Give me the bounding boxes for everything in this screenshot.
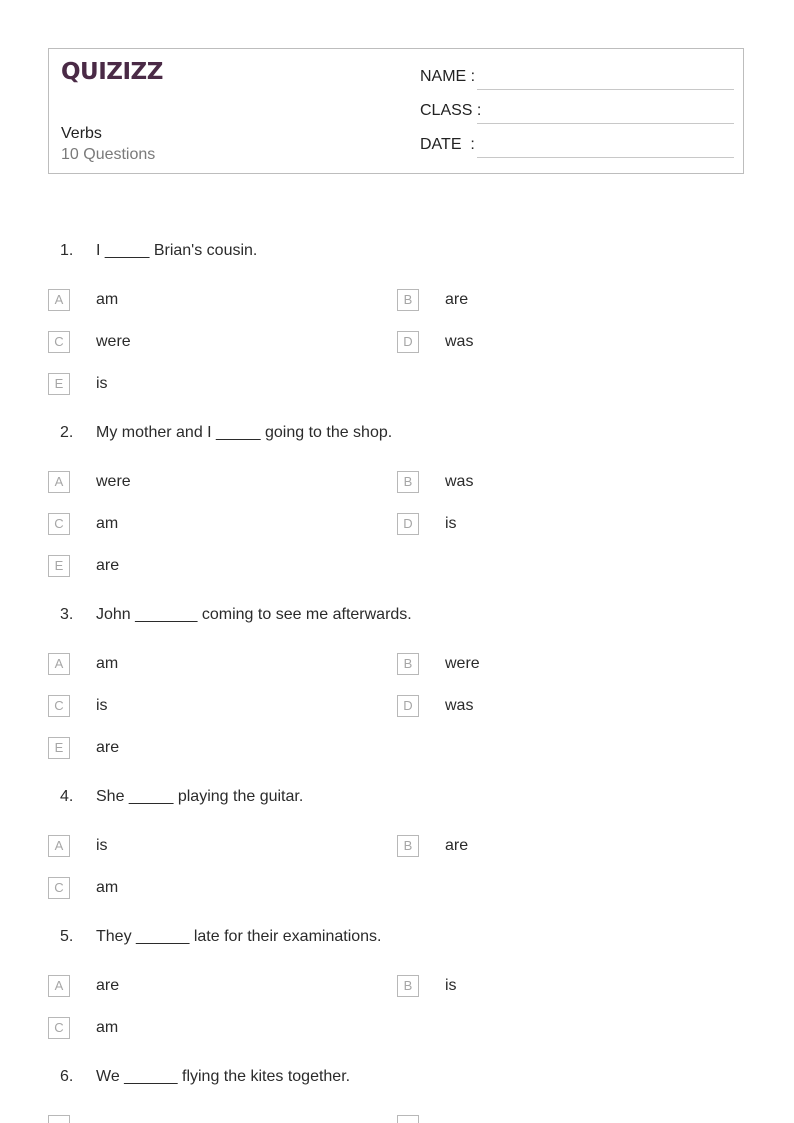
date-field[interactable] <box>420 136 734 158</box>
option-text: am <box>96 879 119 896</box>
option-letter-box[interactable]: E <box>48 737 70 759</box>
option-text: were <box>96 333 131 350</box>
option-c[interactable] <box>48 331 348 355</box>
question-number: 4. <box>60 788 74 805</box>
option-text: were <box>96 473 131 490</box>
option-letter-box[interactable]: E <box>48 555 70 577</box>
option-letter-box[interactable]: D <box>397 331 419 353</box>
question-number: 2. <box>60 424 74 441</box>
option-e[interactable] <box>48 373 348 397</box>
option-letter-box[interactable]: B <box>397 835 419 857</box>
quizizz-logo: QUIZIZZ <box>61 59 163 85</box>
option-e[interactable] <box>48 737 348 761</box>
option-text: is <box>445 515 457 532</box>
worksheet-title: Verbs <box>61 125 102 142</box>
option-letter-box[interactable]: C <box>48 513 70 535</box>
option-text: is <box>96 697 108 714</box>
option-text: am <box>96 291 119 308</box>
option-text: is <box>445 977 457 994</box>
option-b-partial[interactable] <box>397 1115 697 1123</box>
option-letter-box[interactable]: B <box>397 975 419 997</box>
option-letter-box[interactable]: B <box>397 289 419 311</box>
option-a[interactable] <box>48 653 348 677</box>
option-text: are <box>96 557 120 574</box>
option-a[interactable] <box>48 975 348 999</box>
option-letter-box[interactable]: D <box>397 695 419 717</box>
option-e[interactable] <box>48 555 348 579</box>
option-a[interactable] <box>48 471 348 495</box>
question-number: 5. <box>60 928 74 945</box>
option-b[interactable] <box>397 471 697 495</box>
option-letter-box[interactable]: C <box>48 331 70 353</box>
name-line[interactable] <box>477 89 734 90</box>
option-c[interactable] <box>48 513 348 537</box>
option-text: is <box>96 837 108 854</box>
option-c[interactable] <box>48 877 348 901</box>
option-text: is <box>96 375 108 392</box>
option-b[interactable] <box>397 975 697 999</box>
class-label: CLASS : <box>420 102 482 119</box>
name-label: NAME : <box>420 68 476 85</box>
option-text: are <box>445 291 469 308</box>
question-number: 1. <box>60 242 74 259</box>
option-text: are <box>445 837 469 854</box>
option-a-partial[interactable] <box>48 1115 348 1123</box>
option-letter-box[interactable]: E <box>48 373 70 395</box>
question-count: 10 Questions <box>61 146 156 163</box>
option-letter-box[interactable]: D <box>397 513 419 535</box>
option-text: am <box>96 655 119 672</box>
date-label: DATE : <box>420 136 475 153</box>
option-letter-box[interactable]: A <box>48 835 70 857</box>
question-text: My mother and I _____ going to the shop. <box>96 424 393 441</box>
option-a[interactable] <box>48 289 348 313</box>
option-letter-box[interactable]: C <box>48 1017 70 1039</box>
question-text: John _______ coming to see me afterwards. <box>96 606 412 623</box>
option-letter-box[interactable]: A <box>48 653 70 675</box>
option-letter-box[interactable]: C <box>48 695 70 717</box>
option-c[interactable] <box>48 695 348 719</box>
date-line[interactable] <box>477 157 734 158</box>
option-text: are <box>96 977 120 994</box>
question-text: She _____ playing the guitar. <box>96 788 304 805</box>
option-text: are <box>96 739 120 756</box>
question-number: 3. <box>60 606 74 623</box>
option-letter-box[interactable]: B <box>397 471 419 493</box>
option-text: was <box>445 333 474 350</box>
option-a[interactable] <box>48 835 348 859</box>
question-text: They ______ late for their examinations. <box>96 928 382 945</box>
class-field[interactable] <box>420 102 734 124</box>
option-letter-box[interactable]: A <box>48 471 70 493</box>
worksheet-header <box>48 48 744 174</box>
option-text: was <box>445 697 474 714</box>
option-text: am <box>96 515 119 532</box>
option-c[interactable] <box>48 1017 348 1041</box>
option-b[interactable] <box>397 835 697 859</box>
question-text: We ______ flying the kites together. <box>96 1068 351 1085</box>
option-letter-box[interactable]: A <box>48 975 70 997</box>
option-letter-box[interactable] <box>48 1115 70 1123</box>
option-b[interactable] <box>397 653 697 677</box>
name-field[interactable] <box>420 68 734 90</box>
option-text: was <box>445 473 474 490</box>
option-b[interactable] <box>397 289 697 313</box>
option-d[interactable] <box>397 695 697 719</box>
option-d[interactable] <box>397 513 697 537</box>
option-letter-box[interactable]: B <box>397 653 419 675</box>
option-letter-box[interactable] <box>397 1115 419 1123</box>
question-number: 6. <box>60 1068 74 1085</box>
option-letter-box[interactable]: C <box>48 877 70 899</box>
class-line[interactable] <box>477 123 734 124</box>
option-text: were <box>445 655 480 672</box>
option-letter-box[interactable]: A <box>48 289 70 311</box>
option-d[interactable] <box>397 331 697 355</box>
option-text: am <box>96 1019 119 1036</box>
question-text: I _____ Brian's cousin. <box>96 242 258 259</box>
